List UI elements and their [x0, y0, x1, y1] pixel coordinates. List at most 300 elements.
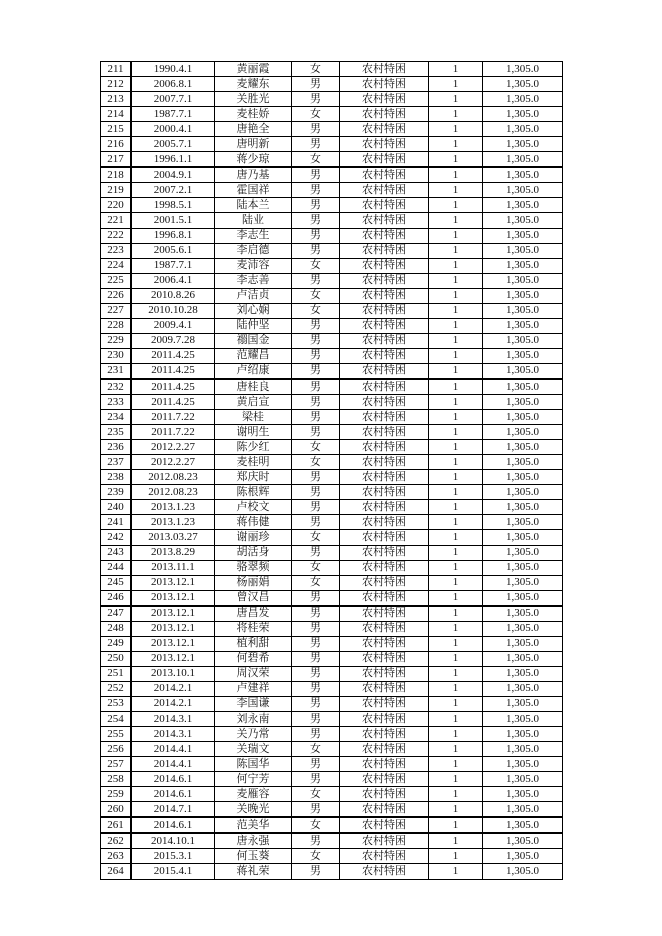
name-cell: 麦桂娇 — [215, 107, 292, 122]
count-cell: 1 — [429, 742, 483, 757]
name-cell: 唐昌发 — [215, 606, 292, 622]
category-cell: 农村特困 — [340, 363, 429, 379]
name-cell: 曾汉昌 — [215, 590, 292, 606]
amount-cell: 1,305.0 — [483, 681, 563, 696]
count-cell: 1 — [429, 348, 483, 363]
table-row — [101, 772, 563, 787]
date-cell: 2012.2.27 — [131, 440, 215, 455]
row-number-cell: 233 — [101, 395, 132, 410]
amount-cell: 1,305.0 — [483, 727, 563, 742]
date-cell: 2013.12.1 — [131, 590, 215, 606]
table-row — [101, 288, 563, 303]
count-cell: 1 — [429, 772, 483, 787]
category-cell: 农村特困 — [340, 515, 429, 530]
count-cell: 1 — [429, 243, 483, 258]
row-number-cell: 253 — [101, 696, 132, 711]
count-cell: 1 — [429, 864, 483, 879]
table-row — [101, 864, 563, 879]
count-cell: 1 — [429, 167, 483, 183]
name-cell: 卢建祥 — [215, 681, 292, 696]
count-cell: 1 — [429, 410, 483, 425]
amount-cell: 1,305.0 — [483, 590, 563, 606]
table-row — [101, 621, 563, 636]
date-cell: 2014.2.1 — [131, 681, 215, 696]
amount-cell: 1,305.0 — [483, 742, 563, 757]
gender-cell: 男 — [292, 92, 340, 107]
row-number-cell: 263 — [101, 849, 132, 864]
row-number-cell: 238 — [101, 470, 132, 485]
category-cell: 农村特困 — [340, 273, 429, 288]
count-cell: 1 — [429, 455, 483, 470]
table-row — [101, 500, 563, 515]
table-row — [101, 273, 563, 288]
count-cell: 1 — [429, 590, 483, 606]
category-cell: 农村特困 — [340, 742, 429, 757]
amount-cell: 1,305.0 — [483, 333, 563, 348]
gender-cell: 男 — [292, 833, 340, 849]
row-number-cell: 245 — [101, 575, 132, 590]
row-number-cell: 228 — [101, 318, 132, 333]
row-number-cell: 241 — [101, 515, 132, 530]
table-row — [101, 213, 563, 228]
amount-cell: 1,305.0 — [483, 425, 563, 440]
count-cell: 1 — [429, 198, 483, 213]
amount-cell: 1,305.0 — [483, 864, 563, 879]
table-row — [101, 757, 563, 772]
date-cell: 2009.7.28 — [131, 333, 215, 348]
row-number-cell: 212 — [101, 77, 132, 92]
amount-cell: 1,305.0 — [483, 560, 563, 575]
date-cell: 1998.5.1 — [131, 198, 215, 213]
date-cell: 1987.7.1 — [131, 258, 215, 273]
amount-cell: 1,305.0 — [483, 440, 563, 455]
count-cell: 1 — [429, 833, 483, 849]
table-row — [101, 727, 563, 742]
gender-cell: 男 — [292, 545, 340, 560]
gender-cell: 男 — [292, 425, 340, 440]
date-cell: 2014.6.1 — [131, 817, 215, 833]
table-row — [101, 802, 563, 818]
gender-cell: 男 — [292, 864, 340, 879]
category-cell: 农村特困 — [340, 560, 429, 575]
table-row — [101, 183, 563, 198]
name-cell: 麦雁容 — [215, 787, 292, 802]
gender-cell: 女 — [292, 575, 340, 590]
count-cell: 1 — [429, 122, 483, 137]
gender-cell: 男 — [292, 379, 340, 395]
category-cell: 农村特困 — [340, 500, 429, 515]
date-cell: 2011.4.25 — [131, 379, 215, 395]
date-cell: 2013.12.1 — [131, 621, 215, 636]
name-cell: 蒋伟健 — [215, 515, 292, 530]
count-cell: 1 — [429, 560, 483, 575]
row-number-cell: 259 — [101, 787, 132, 802]
amount-cell: 1,305.0 — [483, 772, 563, 787]
table-row — [101, 515, 563, 530]
name-cell: 唐永强 — [215, 833, 292, 849]
gender-cell: 女 — [292, 817, 340, 833]
table-row — [101, 787, 563, 802]
count-cell: 1 — [429, 515, 483, 530]
category-cell: 农村特困 — [340, 213, 429, 228]
count-cell: 1 — [429, 802, 483, 818]
amount-cell: 1,305.0 — [483, 621, 563, 636]
row-number-cell: 262 — [101, 833, 132, 849]
count-cell: 1 — [429, 152, 483, 168]
name-cell: 陈根辉 — [215, 485, 292, 500]
date-cell: 2006.4.1 — [131, 273, 215, 288]
row-number-cell: 213 — [101, 92, 132, 107]
count-cell: 1 — [429, 817, 483, 833]
name-cell: 麦桂明 — [215, 455, 292, 470]
gender-cell: 男 — [292, 213, 340, 228]
table-row — [101, 333, 563, 348]
date-cell: 2011.7.22 — [131, 410, 215, 425]
amount-cell: 1,305.0 — [483, 318, 563, 333]
count-cell: 1 — [429, 530, 483, 545]
count-cell: 1 — [429, 213, 483, 228]
category-cell: 农村特困 — [340, 636, 429, 651]
row-number-cell: 257 — [101, 757, 132, 772]
table-row — [101, 62, 563, 77]
gender-cell: 男 — [292, 802, 340, 818]
table-row — [101, 243, 563, 258]
count-cell: 1 — [429, 696, 483, 711]
name-cell: 范美华 — [215, 817, 292, 833]
gender-cell: 男 — [292, 333, 340, 348]
count-cell: 1 — [429, 757, 483, 772]
row-number-cell: 218 — [101, 167, 132, 183]
table-row — [101, 137, 563, 152]
amount-cell: 1,305.0 — [483, 833, 563, 849]
date-cell: 2013.12.1 — [131, 606, 215, 622]
gender-cell: 男 — [292, 696, 340, 711]
gender-cell: 男 — [292, 137, 340, 152]
amount-cell: 1,305.0 — [483, 530, 563, 545]
name-cell: 卢绍康 — [215, 363, 292, 379]
amount-cell: 1,305.0 — [483, 107, 563, 122]
category-cell: 农村特困 — [340, 849, 429, 864]
amount-cell: 1,305.0 — [483, 395, 563, 410]
category-cell: 农村特困 — [340, 696, 429, 711]
gender-cell: 男 — [292, 348, 340, 363]
row-number-cell: 221 — [101, 213, 132, 228]
category-cell: 农村特困 — [340, 318, 429, 333]
count-cell: 1 — [429, 440, 483, 455]
table-row — [101, 666, 563, 681]
category-cell: 农村特困 — [340, 666, 429, 681]
amount-cell: 1,305.0 — [483, 757, 563, 772]
table-row — [101, 817, 563, 833]
row-number-cell: 249 — [101, 636, 132, 651]
gender-cell: 男 — [292, 727, 340, 742]
date-cell: 2014.2.1 — [131, 696, 215, 711]
category-cell: 农村特困 — [340, 575, 429, 590]
date-cell: 1987.7.1 — [131, 107, 215, 122]
gender-cell: 男 — [292, 122, 340, 137]
name-cell: 陆业 — [215, 213, 292, 228]
amount-cell: 1,305.0 — [483, 137, 563, 152]
category-cell: 农村特困 — [340, 243, 429, 258]
gender-cell: 男 — [292, 273, 340, 288]
table-row — [101, 198, 563, 213]
category-cell: 农村特困 — [340, 183, 429, 198]
count-cell: 1 — [429, 318, 483, 333]
gender-cell: 男 — [292, 318, 340, 333]
date-cell: 2013.1.23 — [131, 515, 215, 530]
row-number-cell: 246 — [101, 590, 132, 606]
name-cell: 唐艳全 — [215, 122, 292, 137]
date-cell: 2014.7.1 — [131, 802, 215, 818]
gender-cell: 女 — [292, 62, 340, 77]
gender-cell: 男 — [292, 228, 340, 243]
date-cell: 2012.2.27 — [131, 455, 215, 470]
category-cell: 农村特困 — [340, 333, 429, 348]
date-cell: 2014.4.1 — [131, 742, 215, 757]
row-number-cell: 252 — [101, 681, 132, 696]
date-cell: 2011.4.25 — [131, 348, 215, 363]
row-number-cell: 250 — [101, 651, 132, 666]
row-number-cell: 247 — [101, 606, 132, 622]
date-cell: 2014.6.1 — [131, 787, 215, 802]
name-cell: 陈少红 — [215, 440, 292, 455]
name-cell: 霍国祥 — [215, 183, 292, 198]
category-cell: 农村特困 — [340, 258, 429, 273]
table-row — [101, 606, 563, 622]
category-cell: 农村特困 — [340, 787, 429, 802]
row-number-cell: 256 — [101, 742, 132, 757]
amount-cell: 1,305.0 — [483, 213, 563, 228]
row-number-cell: 217 — [101, 152, 132, 168]
table-row — [101, 485, 563, 500]
row-number-cell: 235 — [101, 425, 132, 440]
name-cell: 陆仲坚 — [215, 318, 292, 333]
gender-cell: 男 — [292, 712, 340, 727]
count-cell: 1 — [429, 575, 483, 590]
date-cell: 2005.7.1 — [131, 137, 215, 152]
gender-cell: 女 — [292, 303, 340, 318]
date-cell: 1990.4.1 — [131, 62, 215, 77]
count-cell: 1 — [429, 395, 483, 410]
date-cell: 2013.12.1 — [131, 651, 215, 666]
name-cell: 谢明生 — [215, 425, 292, 440]
category-cell: 农村特困 — [340, 228, 429, 243]
row-number-cell: 243 — [101, 545, 132, 560]
amount-cell: 1,305.0 — [483, 636, 563, 651]
category-cell: 农村特困 — [340, 712, 429, 727]
date-cell: 2000.4.1 — [131, 122, 215, 137]
category-cell: 农村特困 — [340, 727, 429, 742]
date-cell: 2013.11.1 — [131, 560, 215, 575]
date-cell: 2013.1.23 — [131, 500, 215, 515]
category-cell: 农村特困 — [340, 590, 429, 606]
name-cell: 将桂荣 — [215, 621, 292, 636]
date-cell: 2014.3.1 — [131, 712, 215, 727]
amount-cell: 1,305.0 — [483, 666, 563, 681]
amount-cell: 1,305.0 — [483, 410, 563, 425]
row-number-cell: 222 — [101, 228, 132, 243]
row-number-cell: 248 — [101, 621, 132, 636]
count-cell: 1 — [429, 636, 483, 651]
gender-cell: 女 — [292, 152, 340, 168]
count-cell: 1 — [429, 485, 483, 500]
table-row — [101, 833, 563, 849]
category-cell: 农村特困 — [340, 92, 429, 107]
table-row — [101, 696, 563, 711]
name-cell: 禤国金 — [215, 333, 292, 348]
name-cell: 骆翠频 — [215, 560, 292, 575]
table-row — [101, 560, 563, 575]
name-cell: 关乃常 — [215, 727, 292, 742]
gender-cell: 男 — [292, 167, 340, 183]
name-cell: 麦耀东 — [215, 77, 292, 92]
category-cell: 农村特困 — [340, 379, 429, 395]
table-row — [101, 318, 563, 333]
gender-cell: 女 — [292, 787, 340, 802]
date-cell: 2009.4.1 — [131, 318, 215, 333]
row-number-cell: 220 — [101, 198, 132, 213]
date-cell: 2004.9.1 — [131, 167, 215, 183]
count-cell: 1 — [429, 363, 483, 379]
name-cell: 卢洁贞 — [215, 288, 292, 303]
count-cell: 1 — [429, 379, 483, 395]
name-cell: 陆本兰 — [215, 198, 292, 213]
category-cell: 农村特困 — [340, 772, 429, 787]
amount-cell: 1,305.0 — [483, 303, 563, 318]
gender-cell: 男 — [292, 410, 340, 425]
name-cell: 蒋少琼 — [215, 152, 292, 168]
date-cell: 2006.8.1 — [131, 77, 215, 92]
amount-cell: 1,305.0 — [483, 228, 563, 243]
name-cell: 唐乃基 — [215, 167, 292, 183]
name-cell: 陈国华 — [215, 757, 292, 772]
name-cell: 关瑞文 — [215, 742, 292, 757]
category-cell: 农村特困 — [340, 485, 429, 500]
gender-cell: 男 — [292, 606, 340, 622]
gender-cell: 女 — [292, 530, 340, 545]
date-cell: 1996.1.1 — [131, 152, 215, 168]
count-cell: 1 — [429, 273, 483, 288]
amount-cell: 1,305.0 — [483, 787, 563, 802]
amount-cell: 1,305.0 — [483, 500, 563, 515]
gender-cell: 女 — [292, 742, 340, 757]
category-cell: 农村特困 — [340, 440, 429, 455]
row-number-cell: 232 — [101, 379, 132, 395]
date-cell: 2011.7.22 — [131, 425, 215, 440]
count-cell: 1 — [429, 787, 483, 802]
gender-cell: 女 — [292, 258, 340, 273]
count-cell: 1 — [429, 228, 483, 243]
name-cell: 唐明新 — [215, 137, 292, 152]
amount-cell: 1,305.0 — [483, 92, 563, 107]
gender-cell: 男 — [292, 515, 340, 530]
gender-cell: 男 — [292, 666, 340, 681]
table-row — [101, 636, 563, 651]
count-cell: 1 — [429, 258, 483, 273]
row-number-cell: 261 — [101, 817, 132, 833]
amount-cell: 1,305.0 — [483, 62, 563, 77]
gender-cell: 男 — [292, 395, 340, 410]
amount-cell: 1,305.0 — [483, 802, 563, 818]
row-number-cell: 214 — [101, 107, 132, 122]
date-cell: 2013.8.29 — [131, 545, 215, 560]
name-cell: 黄丽霞 — [215, 62, 292, 77]
table-row — [101, 228, 563, 243]
date-cell: 2013.12.1 — [131, 636, 215, 651]
amount-cell: 1,305.0 — [483, 363, 563, 379]
name-cell: 周汉荣 — [215, 666, 292, 681]
table-body — [101, 62, 563, 880]
row-number-cell: 224 — [101, 258, 132, 273]
name-cell: 李启德 — [215, 243, 292, 258]
count-cell: 1 — [429, 666, 483, 681]
table-row — [101, 122, 563, 137]
gender-cell: 男 — [292, 183, 340, 198]
table-row — [101, 712, 563, 727]
gender-cell: 男 — [292, 243, 340, 258]
row-number-cell: 240 — [101, 500, 132, 515]
table-row — [101, 92, 563, 107]
count-cell: 1 — [429, 107, 483, 122]
row-number-cell: 229 — [101, 333, 132, 348]
category-cell: 农村特困 — [340, 757, 429, 772]
count-cell: 1 — [429, 425, 483, 440]
category-cell: 农村特困 — [340, 864, 429, 879]
date-cell: 2013.03.27 — [131, 530, 215, 545]
date-cell: 2014.10.1 — [131, 833, 215, 849]
relief-roster-table — [100, 61, 563, 880]
count-cell: 1 — [429, 545, 483, 560]
name-cell: 范耀昌 — [215, 348, 292, 363]
date-cell: 2010.10.28 — [131, 303, 215, 318]
gender-cell: 男 — [292, 636, 340, 651]
name-cell: 何宁芳 — [215, 772, 292, 787]
gender-cell: 男 — [292, 621, 340, 636]
name-cell: 关胜光 — [215, 92, 292, 107]
count-cell: 1 — [429, 183, 483, 198]
date-cell: 2015.3.1 — [131, 849, 215, 864]
amount-cell: 1,305.0 — [483, 243, 563, 258]
table-row — [101, 167, 563, 183]
row-number-cell: 216 — [101, 137, 132, 152]
row-number-cell: 227 — [101, 303, 132, 318]
count-cell: 1 — [429, 288, 483, 303]
count-cell: 1 — [429, 727, 483, 742]
count-cell: 1 — [429, 621, 483, 636]
category-cell: 农村特困 — [340, 681, 429, 696]
category-cell: 农村特困 — [340, 137, 429, 152]
name-cell: 关晚光 — [215, 802, 292, 818]
amount-cell: 1,305.0 — [483, 470, 563, 485]
name-cell: 黄启宣 — [215, 395, 292, 410]
category-cell: 农村特困 — [340, 198, 429, 213]
amount-cell: 1,305.0 — [483, 515, 563, 530]
count-cell: 1 — [429, 849, 483, 864]
gender-cell: 男 — [292, 681, 340, 696]
row-number-cell: 225 — [101, 273, 132, 288]
name-cell: 麦沛容 — [215, 258, 292, 273]
amount-cell: 1,305.0 — [483, 575, 563, 590]
amount-cell: 1,305.0 — [483, 379, 563, 395]
amount-cell: 1,305.0 — [483, 258, 563, 273]
date-cell: 2014.4.1 — [131, 757, 215, 772]
table-row — [101, 77, 563, 92]
amount-cell: 1,305.0 — [483, 77, 563, 92]
count-cell: 1 — [429, 651, 483, 666]
category-cell: 农村特困 — [340, 817, 429, 833]
gender-cell: 女 — [292, 560, 340, 575]
amount-cell: 1,305.0 — [483, 455, 563, 470]
